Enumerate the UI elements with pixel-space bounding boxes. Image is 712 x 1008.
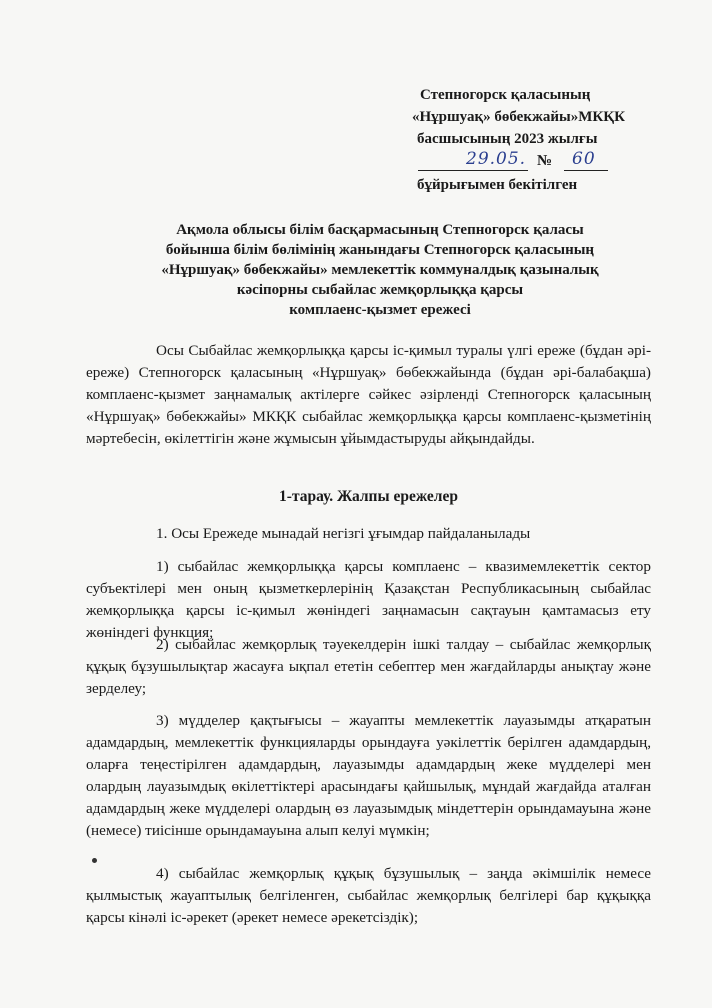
approval-line-2: «Нұршуақ» бөбекжайы»МКҚК	[412, 109, 625, 125]
section-title: 1-тарау. Жалпы ережелер	[279, 488, 458, 505]
approval-stamp-block	[412, 84, 692, 196]
approval-line-1: Степногорск қаласының	[420, 87, 591, 103]
handwritten-number: 60	[572, 149, 596, 169]
paragraph-block	[86, 556, 651, 644]
title-line-1: Ақмола облысы білім басқармасының Степногорск қаласы	[176, 222, 584, 238]
intro-paragraph: Осы Сыбайлас жемқорлыққа қарсы іс-қимыл туралы үлгі ереже (бұдан әрі-ереже) Степногорск қаласының «Нұршуақ» бөбекжайында (бұдан әрі-балабақша) комплаенс-қызмет заңнамалық актілерге сәйкес әзірленді Степногорск қаласының «Нұршуақ» бөбекжайы» МКҚК сыбайлас жемқорлыққа қарсы комплаенс-қызметінің мәртебесін, өкілеттігін және жұмысын ұйымдастыруды айқындайды.	[86, 342, 651, 447]
approval-line-3: басшысының 2023 жылғы	[417, 131, 598, 147]
number-sign: №	[537, 153, 553, 169]
document-title	[100, 220, 660, 320]
definition-3: 3) мүдделер қақтығысы – жауапты мемлекеттік лауазымды атқаратын адамдардың, мемлекеттік функцияларды орындауға уәкілеттік берілген адамдардың, оларға теңестірілген адамдардың, лауазымды адамдардың жеке мүдделері мен олардың лауазымдық өкілеттіктері арасындағы қайшылық, мұндай жағдайда аталған адамдардың жеке мүдделері олардың өз лауазымдық міндеттерін орындамауына және (немесе) тиісінше орындамауына алып келуі мүмкін;	[86, 712, 651, 839]
date-underline	[418, 170, 528, 171]
paragraph-1: 1. Осы Ережеде мынадай негізгі ұғымдар пайдаланылады	[156, 525, 531, 542]
scan-speck	[92, 858, 97, 863]
paragraph-block	[86, 863, 651, 929]
title-line-5: комплаенс-қызмет ережесі	[289, 302, 471, 318]
definition-1: 1) сыбайлас жемқорлыққа қарсы комплаенс – квазимемлекеттік сектор субъектілері мен оның қызметкерлерінің Қазақстан Республикасының сыбайлас жемқорлыққа қарсы іс-қимыл жөніндегі заңнамасын сақтауын қамтамасыз ету жөніндегі функция;	[86, 558, 651, 641]
handwritten-date: 29.05.	[466, 149, 527, 169]
title-line-4: кәсіпорны сыбайлас жемқорлыққа қарсы	[236, 282, 524, 298]
paragraph-block	[86, 634, 651, 700]
paragraph-block	[86, 523, 651, 545]
paragraph-block	[86, 710, 651, 842]
title-line-2: бойынша білім бөлімінің жанындағы Степногорск қаласының	[165, 242, 595, 258]
definition-2: 2) сыбайлас жемқорлық тәуекелдерін ішкі талдау – сыбайлас жемқорлық құқық бұзушылықтар жасауға ықпал ететін себептер мен жағдайларды анықтау және зерделеу;	[86, 636, 651, 697]
approval-date-number-line	[412, 150, 692, 174]
approval-line-5: бұйрығымен бекітілген	[417, 177, 578, 193]
number-underline	[564, 170, 608, 171]
definition-4: 4) сыбайлас жемқорлық құқық бұзушылық – заңда әкімшілік немесе қылмыстық жауаптылық белгіленген, сыбайлас жемқорлық белгілері бар құқыққа қарсы кінәлі іс-әрекет (әрекет немесе әрекетсіздік);	[86, 865, 651, 926]
intro-paragraph-block	[86, 340, 651, 450]
title-line-3: «Нұршуақ» бөбекжайы» мемлекеттік коммуналдық қазыналық	[161, 262, 599, 278]
